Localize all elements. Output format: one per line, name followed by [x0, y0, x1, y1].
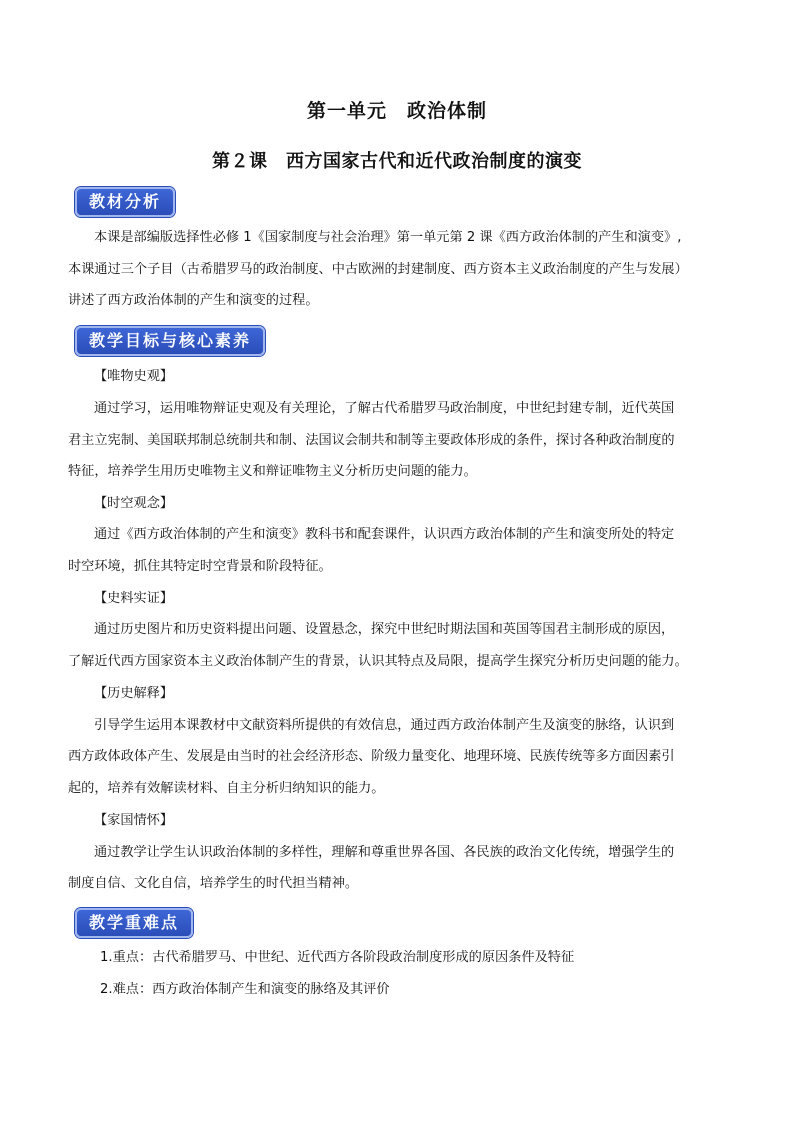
section-badge-key-points: 教学重难点 — [75, 908, 193, 938]
objective-tag-materialism: 【唯物史观】 — [94, 369, 174, 384]
objective-text-line: 特征，培养学生用历史唯物主义和辩证唯物主义分析历史问题的能力。 — [68, 464, 477, 479]
objective-text-line: 引导学生运用本课教材中文献资料所提供的有效信息，通过西方政治体制产生及演变的脉络，认识到 — [94, 718, 675, 733]
objective-text-line: 通过《西方政治体制的产生和演变》教科书和配套课件，认识西方政治体制的产生和演变所处的特定 — [94, 527, 675, 542]
difficulty-point-line: 2.难点：西方政治体制产生和演变的脉络及其评价 — [100, 982, 390, 997]
objective-tag-patriotism: 【家国情怀】 — [94, 813, 174, 828]
objective-text-line: 君主立宪制、美国联邦制总统制共和制、法国议会制共和制等主要政体形成的条件，探讨各种政治制度的 — [68, 433, 675, 448]
analysis-line-2: 本课通过三个子目（古希腊罗马的政治制度、中古欧洲的封建制度、西方资本主义政治制度的产生与发展） — [68, 262, 688, 277]
section-badge-objectives: 教学目标与核心素养 — [75, 326, 265, 356]
analysis-line-1: 本课是部编版选择性必修 1《国家制度与社会治理》第一单元第 2 课《西方政治体制的产生和演变》, — [94, 230, 682, 245]
objective-text-line: 西方政体政体产生、发展是由当时的社会经济形态、阶级力量变化、地理环境、民族传统等多方面因素引 — [68, 749, 675, 764]
section-badge-analysis: 教材分析 — [75, 187, 175, 217]
objective-text-line: 通过学习，运用唯物辩证史观及有关理论，了解古代希腊罗马政治制度，中世纪封建专制，近代英国 — [94, 401, 675, 416]
lesson-title: 第２课 西方国家古代和近代政治制度的演变 — [212, 151, 582, 172]
objective-text-line: 通过历史图片和历史资料提出问题、设置悬念，探究中世纪时期法国和英国等国君主制形成的原因， — [94, 622, 675, 637]
objective-tag-interpretation: 【历史解释】 — [94, 686, 174, 701]
key-point-line: 1.重点：古代希腊罗马、中世纪、近代西方各阶段政治制度形成的原因条件及特征 — [100, 950, 575, 965]
objective-text-line: 起的，培养有效解读材料、自主分析归纳知识的能力。 — [68, 781, 385, 796]
objective-tag-spacetime: 【时空观念】 — [94, 496, 174, 511]
objective-text-line: 制度自信、文化自信，培养学生的时代担当精神。 — [68, 876, 359, 891]
objective-text-line: 了解近代西方国家资本主义政治体制产生的背景，认识其特点及局限，提高学生探究分析历史问题的能力。 — [68, 654, 688, 669]
objective-tag-evidence: 【史料实证】 — [94, 591, 174, 606]
unit-title: 第一单元 政治体制 — [306, 100, 487, 122]
objective-text-line: 时空环境，抓住其特定时空背景和阶段特征。 — [68, 559, 332, 574]
analysis-line-3: 讲述了西方政治体制的产生和演变的过程。 — [68, 293, 319, 308]
objective-text-line: 通过教学让学生认识政治体制的多样性，理解和尊重世界各国、各民族的政治文化传统，增强学生的 — [94, 845, 675, 860]
